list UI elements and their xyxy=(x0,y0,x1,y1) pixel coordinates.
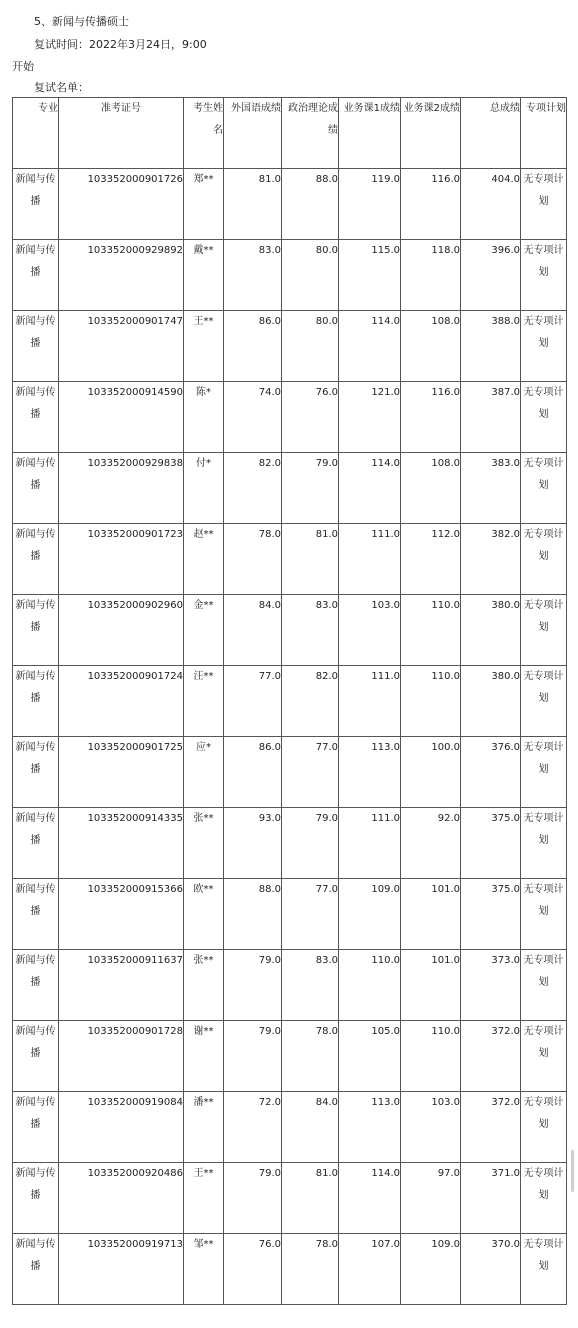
cell-name: 应* xyxy=(184,737,224,808)
cell-special-plan: 无专项计划 xyxy=(521,808,567,879)
cell-exam-id: 103352000911637 xyxy=(59,950,184,1021)
cell-special-plan: 无专项计划 xyxy=(521,595,567,666)
table-row xyxy=(13,1163,567,1234)
header-special-plan: 专项计划 xyxy=(521,98,567,169)
table-row xyxy=(13,311,567,382)
cell-name: 潘** xyxy=(184,1092,224,1163)
cell-major: 新闻与传播 xyxy=(13,737,59,808)
table-row xyxy=(13,382,567,453)
cell-course1: 111.0 xyxy=(339,524,401,595)
cell-name: 金** xyxy=(184,595,224,666)
cell-course2: 116.0 xyxy=(401,382,461,453)
table-row xyxy=(13,1234,567,1305)
cell-total: 375.0 xyxy=(461,808,521,879)
cell-course2: 101.0 xyxy=(401,950,461,1021)
cell-politics: 77.0 xyxy=(282,879,339,950)
cell-special-plan: 无专项计划 xyxy=(521,524,567,595)
cell-total: 404.0 xyxy=(461,169,521,240)
cell-special-plan: 无专项计划 xyxy=(521,666,567,737)
cell-course2: 101.0 xyxy=(401,879,461,950)
cell-foreign-language: 74.0 xyxy=(224,382,282,453)
cell-exam-id: 103352000929838 xyxy=(59,453,184,524)
cell-course1: 115.0 xyxy=(339,240,401,311)
cell-foreign-language: 88.0 xyxy=(224,879,282,950)
cell-major: 新闻与传播 xyxy=(13,1163,59,1234)
cell-politics: 84.0 xyxy=(282,1092,339,1163)
cell-foreign-language: 76.0 xyxy=(224,1234,282,1305)
cell-major: 新闻与传播 xyxy=(13,808,59,879)
cell-course2: 92.0 xyxy=(401,808,461,879)
table-row xyxy=(13,1021,567,1092)
cell-course2: 100.0 xyxy=(401,737,461,808)
cell-total: 388.0 xyxy=(461,311,521,382)
cell-course1: 114.0 xyxy=(339,311,401,382)
cell-politics: 83.0 xyxy=(282,595,339,666)
cell-exam-id: 103352000901728 xyxy=(59,1021,184,1092)
table-row xyxy=(13,595,567,666)
cell-course2: 112.0 xyxy=(401,524,461,595)
cell-politics: 80.0 xyxy=(282,240,339,311)
cell-name: 王** xyxy=(184,1163,224,1234)
cell-special-plan: 无专项计划 xyxy=(521,1234,567,1305)
cell-special-plan: 无专项计划 xyxy=(521,1092,567,1163)
header-name: 考生姓名 xyxy=(184,98,224,169)
cell-special-plan: 无专项计划 xyxy=(521,737,567,808)
cell-name: 赵** xyxy=(184,524,224,595)
cell-course2: 108.0 xyxy=(401,453,461,524)
list-label: 复试名单： xyxy=(34,81,89,94)
cell-major: 新闻与传播 xyxy=(13,595,59,666)
cell-politics: 79.0 xyxy=(282,453,339,524)
cell-politics: 82.0 xyxy=(282,666,339,737)
cell-total: 371.0 xyxy=(461,1163,521,1234)
cell-total: 382.0 xyxy=(461,524,521,595)
cell-course1: 109.0 xyxy=(339,879,401,950)
cell-exam-id: 103352000901726 xyxy=(59,169,184,240)
cell-name: 王** xyxy=(184,311,224,382)
cell-course1: 111.0 xyxy=(339,666,401,737)
cell-foreign-language: 78.0 xyxy=(224,524,282,595)
cell-course2: 108.0 xyxy=(401,311,461,382)
cell-special-plan: 无专项计划 xyxy=(521,1021,567,1092)
cell-major: 新闻与传播 xyxy=(13,382,59,453)
cell-name: 张** xyxy=(184,808,224,879)
cell-politics: 83.0 xyxy=(282,950,339,1021)
cell-foreign-language: 79.0 xyxy=(224,950,282,1021)
cell-exam-id: 103352000902960 xyxy=(59,595,184,666)
cell-total: 387.0 xyxy=(461,382,521,453)
cell-exam-id: 103352000901724 xyxy=(59,666,184,737)
cell-exam-id: 103352000901747 xyxy=(59,311,184,382)
cell-course2: 110.0 xyxy=(401,1021,461,1092)
cell-course1: 114.0 xyxy=(339,453,401,524)
cell-major: 新闻与传播 xyxy=(13,524,59,595)
cell-course2: 110.0 xyxy=(401,595,461,666)
table-row xyxy=(13,666,567,737)
cell-total: 373.0 xyxy=(461,950,521,1021)
cell-course1: 113.0 xyxy=(339,737,401,808)
cell-politics: 78.0 xyxy=(282,1021,339,1092)
cell-politics: 88.0 xyxy=(282,169,339,240)
cell-exam-id: 103352000901723 xyxy=(59,524,184,595)
cell-name: 付* xyxy=(184,453,224,524)
cell-course2: 97.0 xyxy=(401,1163,461,1234)
table-row xyxy=(13,950,567,1021)
cell-special-plan: 无专项计划 xyxy=(521,240,567,311)
header-major: 专业 xyxy=(13,98,59,169)
cell-politics: 80.0 xyxy=(282,311,339,382)
cell-course1: 113.0 xyxy=(339,1092,401,1163)
cell-foreign-language: 82.0 xyxy=(224,453,282,524)
cell-course2: 116.0 xyxy=(401,169,461,240)
cell-name: 郑** xyxy=(184,169,224,240)
cell-special-plan: 无专项计划 xyxy=(521,311,567,382)
cell-exam-id: 103352000919713 xyxy=(59,1234,184,1305)
cell-name: 汪** xyxy=(184,666,224,737)
table-row xyxy=(13,169,567,240)
cell-course1: 121.0 xyxy=(339,382,401,453)
cell-total: 383.0 xyxy=(461,453,521,524)
cell-major: 新闻与传播 xyxy=(13,453,59,524)
table-row xyxy=(13,524,567,595)
cell-name: 谢** xyxy=(184,1021,224,1092)
cell-course1: 107.0 xyxy=(339,1234,401,1305)
cell-total: 396.0 xyxy=(461,240,521,311)
cell-course1: 103.0 xyxy=(339,595,401,666)
cell-course1: 105.0 xyxy=(339,1021,401,1092)
cell-politics: 81.0 xyxy=(282,524,339,595)
cell-foreign-language: 72.0 xyxy=(224,1092,282,1163)
scrollbar-thumb[interactable] xyxy=(571,1150,574,1192)
cell-exam-id: 103352000914335 xyxy=(59,808,184,879)
cell-special-plan: 无专项计划 xyxy=(521,950,567,1021)
cell-special-plan: 无专项计划 xyxy=(521,169,567,240)
cell-foreign-language: 79.0 xyxy=(224,1021,282,1092)
table-header-row xyxy=(13,98,567,169)
cell-course2: 118.0 xyxy=(401,240,461,311)
table-row xyxy=(13,240,567,311)
cell-major: 新闻与传播 xyxy=(13,1021,59,1092)
cell-name: 陈* xyxy=(184,382,224,453)
cell-politics: 81.0 xyxy=(282,1163,339,1234)
cell-total: 372.0 xyxy=(461,1021,521,1092)
cell-foreign-language: 93.0 xyxy=(224,808,282,879)
cell-foreign-language: 86.0 xyxy=(224,737,282,808)
cell-major: 新闻与传播 xyxy=(13,950,59,1021)
cell-special-plan: 无专项计划 xyxy=(521,1163,567,1234)
cell-course2: 110.0 xyxy=(401,666,461,737)
cell-major: 新闻与传播 xyxy=(13,666,59,737)
cell-name: 邹** xyxy=(184,1234,224,1305)
cell-exam-id: 103352000929892 xyxy=(59,240,184,311)
cell-course2: 103.0 xyxy=(401,1092,461,1163)
cell-major: 新闻与传播 xyxy=(13,1234,59,1305)
cell-total: 372.0 xyxy=(461,1092,521,1163)
header-exam-id: 准考证号 xyxy=(59,98,184,169)
cell-politics: 76.0 xyxy=(282,382,339,453)
section-title: 5、新闻与传播硕士 xyxy=(34,15,129,28)
cell-total: 376.0 xyxy=(461,737,521,808)
cell-exam-id: 103352000920486 xyxy=(59,1163,184,1234)
cell-special-plan: 无专项计划 xyxy=(521,382,567,453)
cell-major: 新闻与传播 xyxy=(13,240,59,311)
cell-name: 戴** xyxy=(184,240,224,311)
cell-special-plan: 无专项计划 xyxy=(521,879,567,950)
table-row xyxy=(13,1092,567,1163)
cell-foreign-language: 86.0 xyxy=(224,311,282,382)
table-row xyxy=(13,879,567,950)
interview-time: 复试时间：2022年3月24日，9:00 xyxy=(34,38,207,51)
cell-total: 370.0 xyxy=(461,1234,521,1305)
cell-course2: 109.0 xyxy=(401,1234,461,1305)
table-row xyxy=(13,737,567,808)
table-row xyxy=(13,453,567,524)
cell-course1: 111.0 xyxy=(339,808,401,879)
cell-major: 新闻与传播 xyxy=(13,879,59,950)
cell-politics: 79.0 xyxy=(282,808,339,879)
table-row xyxy=(13,808,567,879)
cell-exam-id: 103352000919084 xyxy=(59,1092,184,1163)
cell-special-plan: 无专项计划 xyxy=(521,453,567,524)
cell-course1: 114.0 xyxy=(339,1163,401,1234)
header-foreign-language: 外国语成绩 xyxy=(224,98,282,169)
cell-major: 新闻与传播 xyxy=(13,169,59,240)
cell-total: 375.0 xyxy=(461,879,521,950)
cell-foreign-language: 77.0 xyxy=(224,666,282,737)
header-politics: 政治理论成绩 xyxy=(282,98,339,169)
cell-course1: 119.0 xyxy=(339,169,401,240)
cell-major: 新闻与传播 xyxy=(13,311,59,382)
header-total: 总成绩 xyxy=(461,98,521,169)
cell-exam-id: 103352000901725 xyxy=(59,737,184,808)
cell-foreign-language: 84.0 xyxy=(224,595,282,666)
cell-politics: 77.0 xyxy=(282,737,339,808)
cell-total: 380.0 xyxy=(461,595,521,666)
cell-foreign-language: 79.0 xyxy=(224,1163,282,1234)
header-course1: 业务课1成绩 xyxy=(339,98,401,169)
cell-exam-id: 103352000914590 xyxy=(59,382,184,453)
cell-name: 欧** xyxy=(184,879,224,950)
cell-total: 380.0 xyxy=(461,666,521,737)
cell-politics: 78.0 xyxy=(282,1234,339,1305)
interview-list-table xyxy=(12,97,567,1305)
cell-major: 新闻与传播 xyxy=(13,1092,59,1163)
cell-name: 张** xyxy=(184,950,224,1021)
cell-foreign-language: 83.0 xyxy=(224,240,282,311)
cell-foreign-language: 81.0 xyxy=(224,169,282,240)
cell-course1: 110.0 xyxy=(339,950,401,1021)
cell-exam-id: 103352000915366 xyxy=(59,879,184,950)
header-course2: 业务课2成绩 xyxy=(401,98,461,169)
start-text: 开始 xyxy=(12,60,34,73)
